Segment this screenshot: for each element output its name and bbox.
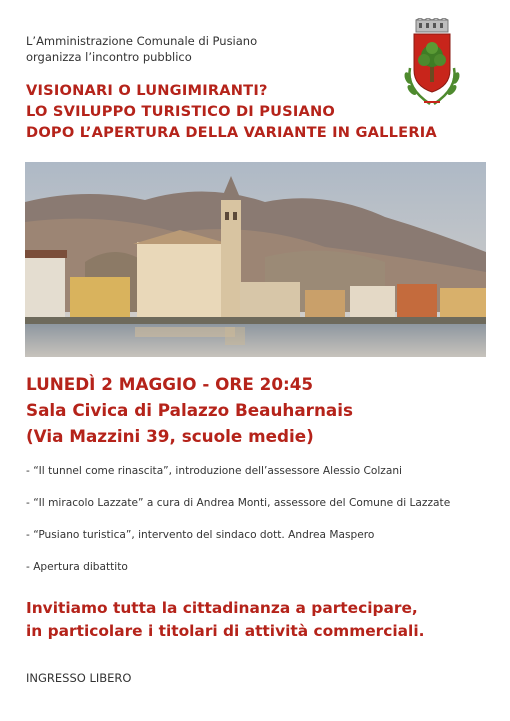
free-entry-note: INGRESSO LIBERO: [26, 671, 132, 685]
intro-line-2: organizza l’incontro pubblico: [26, 50, 192, 64]
invitation-line-2: in particolare i titolari di attività commerciali.: [26, 622, 425, 640]
headline: [26, 80, 437, 143]
program-item: - “Il tunnel come rinascita”, introduzione dell’assessore Alessio Colzani: [26, 465, 402, 477]
event-address: (Via Mazzini 39, scuole medie): [26, 426, 314, 446]
invitation-line-1: Invitiamo tutta la cittadinanza a partecipare,: [26, 599, 418, 617]
event-venue: Sala Civica di Palazzo Beauharnais: [26, 400, 353, 420]
headline-line-1: VISIONARI O LUNGIMIRANTI?: [26, 82, 268, 99]
program-item: - “Pusiano turistica”, intervento del sindaco dott. Andrea Maspero: [26, 529, 375, 541]
intro-line-1: L’Amministrazione Comunale di Pusiano: [26, 34, 258, 48]
program-list: [26, 465, 450, 593]
lakeside-town-photo: [25, 162, 486, 357]
headline-line-3: DOPO L’APERTURA DELLA VARIANTE IN GALLERIA: [26, 124, 437, 141]
program-item: - “Il miracolo Lazzate” a cura di Andrea Monti, assessore del Comune di Lazzate: [26, 497, 451, 509]
organizer-intro: [26, 33, 257, 65]
program-item: - Apertura dibattito: [26, 561, 128, 573]
headline-line-2: LO SVILUPPO TURISTICO DI PUSIANO: [26, 103, 335, 120]
event-datetime: LUNEDÌ 2 MAGGIO - ORE 20:45: [26, 374, 314, 394]
invitation: [26, 597, 424, 643]
event-details: [26, 371, 353, 449]
